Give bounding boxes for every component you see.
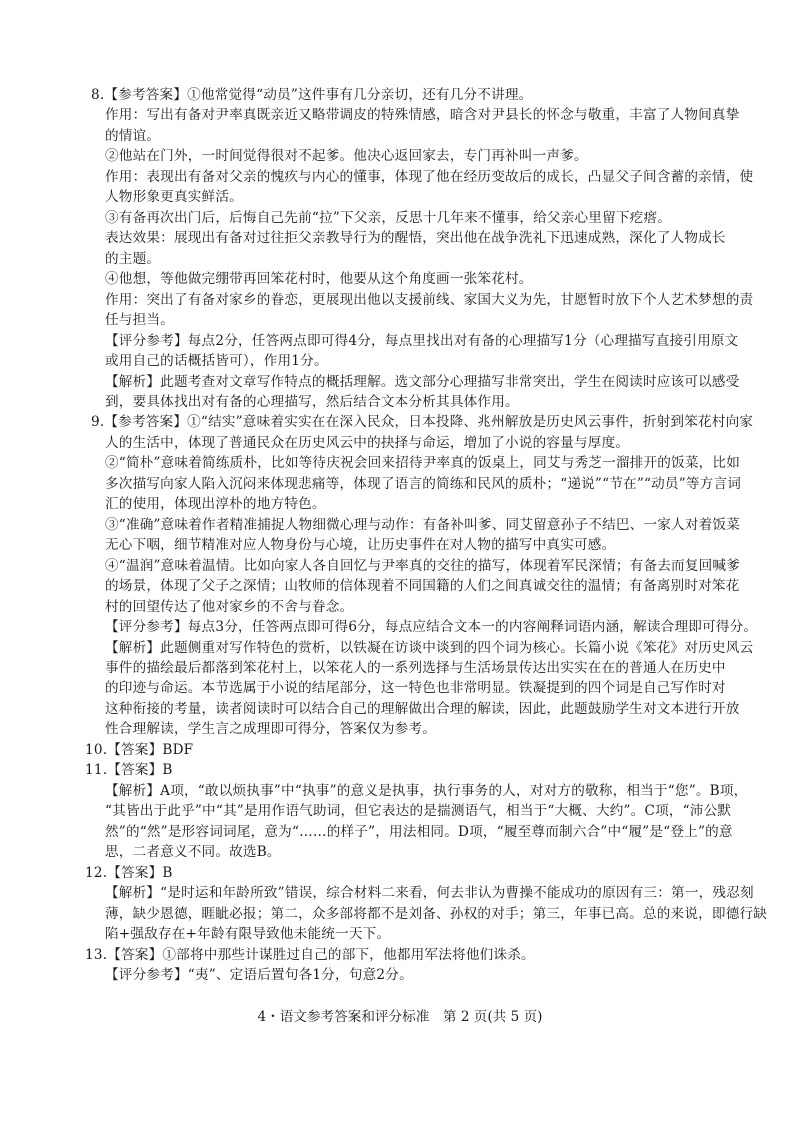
- text-line: 表达效果：展现出有备对过往拒父亲教导行为的醒悟，突出他在战争洗礼下迅速成熟，深化了人物成长: [105, 230, 726, 246]
- text-line: ②他站在门外，一时间觉得很对不起爹。他决心返回家去，专门再补叫一声爹。: [105, 148, 588, 164]
- text-line: 或用自己的话概括皆可），作用1分。: [105, 353, 328, 369]
- text-line: 的场景，体现了父子之深情；山牧师的信体现着不同国籍的人们之间真诚交往的温情；有备离别时对笨花: [105, 578, 740, 594]
- text-line: 【解析】此题侧重对写作特色的赏析，以铁凝在访谈中谈到的四个词为核心。长篇小说《笨花》对历史风云: [105, 640, 754, 656]
- text-line: ④他想，等他做完绷带再回笨花村时，他要从这个角度画一张笨花村。: [105, 271, 533, 287]
- text-line: 事件的描绘最后都落到笨花村上，以笨花人的一系列选择与生活场景传达出实实在在的普通人在历史中: [105, 660, 726, 676]
- text-line: 思，二者意义不同。故选B。: [105, 844, 281, 860]
- text-line: 性合理解读，学生言之成理即可得分，答案仅为参考。: [105, 721, 437, 737]
- page-footer: 4・语文参考答案和评分标准 第 2 页(共 5 页): [257, 1009, 543, 1025]
- text-line: 作用：表现出有备对父亲的愧疚与内心的懂事，体现了他在经历变故后的成长，凸显父子间含蓄的亲情，使: [105, 169, 754, 185]
- text-line: 13.【答案】①部将中那些计谋胜过自己的部下，他都用军法将他们诛杀。: [85, 947, 535, 963]
- text-line: ③有备再次出门后，后悔自己先前“拉”下父亲，反思十几年来不懂事，给父亲心里留下疙瘩。: [105, 210, 672, 226]
- text-line: 【解析】此题考查对文章写作特点的概括理解。选文部分心理描写非常突出，学生在阅读时应该可以感受: [105, 374, 740, 390]
- text-line: 人的生活中，体现了普通民众在历史风云中的抉择与命运，增加了小说的容量与厚度。: [105, 435, 630, 451]
- text-line: ④“温润”意味着温情。比如向家人各自回忆与尹率真的交往的描写，体现着军民深情；有备去而复回喊爹: [105, 558, 741, 574]
- text-line: 的印迹与命运。本节选属于小说的结尾部分，这一特色也非常明显。铁凝提到的四个词是自己写作时对: [105, 680, 726, 696]
- text-line: 无心下咽，细节精准对应人物身份与心境，让历史事件在对人物的描写中真实可感。: [105, 537, 616, 553]
- text-line: 汇的使用，体现出淳朴的地方特色。: [105, 496, 326, 512]
- text-line: 【评分参考】每点2分，任答两点即可得4分，每点里找出对有备的心理描写1分（心理描写直接引用原文: [105, 333, 739, 349]
- text-line: 到，要具体找出对有备的心理描写，然后结合文本分析其具体作用。: [105, 394, 519, 410]
- text-line: 的情谊。: [105, 128, 161, 144]
- text-line: 任与担当。: [105, 312, 174, 328]
- text-line: 10.【答案】BDF: [85, 742, 194, 758]
- text-line: ③“准确”意味着作者精准捕捉人物细微心理与动作：有备补叫爹、同艾留意孙子不结巴、一家人对着饭菜: [105, 517, 741, 533]
- text-line: 这种衔接的考量，读者阅读时可以结合自己的理解做出合理的解读，因此，此题鼓励学生对文本进行开放: [105, 701, 740, 717]
- text-line: 【评分参考】每点3分，任答两点即可得6分，每点应结合文本一的内容阐释词语内涵，解读合理即可得分。: [105, 619, 758, 635]
- text-line: 多次描写向家人陷入沉闷来体现悲痛等，体现了语言的简练和民风的质朴；“递说”“节在”“动员”等方言词: [105, 476, 742, 492]
- text-line: 【评分参考】“夷”、定语后置句各1分，句意2分。: [105, 967, 413, 983]
- text-line: 作用：写出有备对尹率真既亲近又略带调皮的特殊情感，暗含对尹县长的怀念与敬重，丰富了人物间真挚: [105, 107, 740, 123]
- text-line: 薄，缺少恩德，睚眦必报；第二，众多部将都不是刘备、孙权的对手；第三，年事已高。总的来说，即德行缺: [105, 906, 768, 922]
- text-line: 的主题。: [105, 251, 161, 267]
- text-line: 【解析】A项，“敢以烦执事”中“执事”的意义是执事，执行事务的人，对对方的敬称，相当于“您”。B项，: [105, 783, 748, 799]
- text-line: 9.【参考答案】①“结实”意味着实实在在深入民众，日本投降、兆州解放是历史风云事件，折射到笨花村向家: [91, 414, 754, 430]
- text-line: 8.【参考答案】①他常觉得“动员”这件事有几分亲切，还有几分不讲理。: [91, 87, 533, 103]
- text-line: “其皆出于此乎”中“其”是用作语气助词，但它表达的是揣测语气，相当于“大概、大约”。C项，“沛公默: [105, 803, 732, 819]
- text-line: ②“简朴”意味着简练质朴，比如等待庆祝会回来招待尹率真的饭桌上，同艾与秀芝一溜排开的饭菜，比如: [105, 455, 741, 471]
- text-line: 11.【答案】B: [85, 762, 173, 778]
- text-line: 【解析】“是时运和年龄所致”错误，综合材料二来看，何去非认为曹操不能成功的原因有三：第一，残忍刻: [105, 885, 754, 901]
- text-line: 12.【答案】B: [85, 865, 173, 881]
- text-line: 人物形象更真实鲜活。: [105, 189, 243, 205]
- text-line: 作用：突出了有备对家乡的眷恋，更展现出他以支援前线、家国大义为先，甘愿暂时放下个人艺术梦想的责: [105, 292, 754, 308]
- text-line: 村的回望传达了他对家乡的不舍与眷念。: [105, 599, 354, 615]
- text-line: 然”的“然”是形容词词尾，意为“……的样子”，用法相同。D项，“履至尊而制六合”中“履”是“登上”的意: [105, 824, 733, 840]
- text-line: 陷+强敌存在+年龄有限导致他未能统一天下。: [105, 926, 391, 942]
